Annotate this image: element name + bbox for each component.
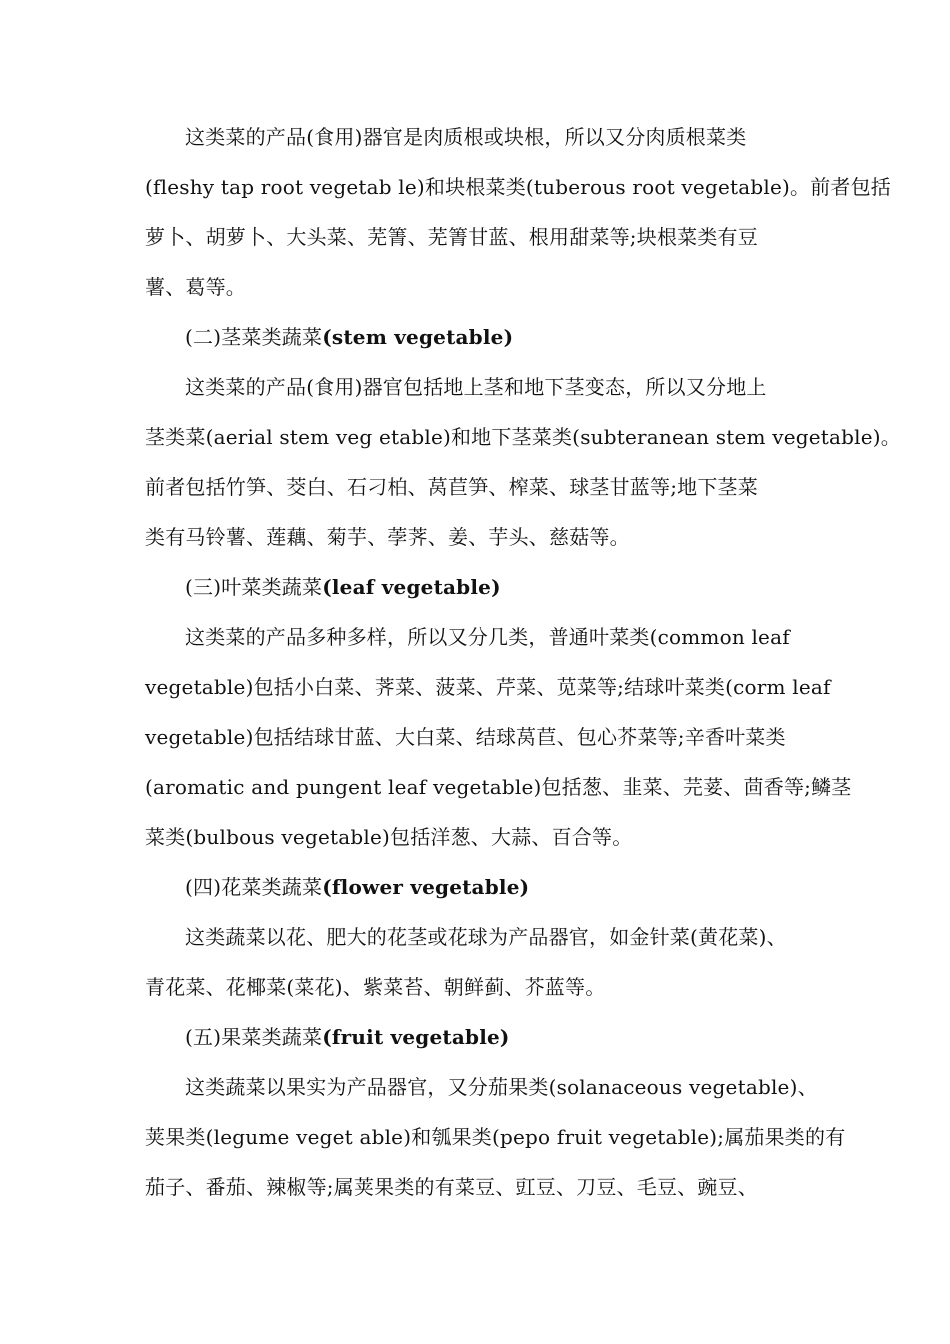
- section-heading-flower: [145, 862, 825, 912]
- body-line: 这类蔬菜以果实为产品器官，又分茄果类(solanaceous vegetable)、: [185, 1075, 818, 1099]
- section-heading-fruit: [145, 1012, 825, 1062]
- body-line: 荚果类(legume veget able)和瓠果类(pepo fruit vegetable);属茄果类的有: [145, 1125, 846, 1149]
- body-line: (fleshy tap root vegetab le)和块根菜类(tuberous root vegetable)。前者包括: [145, 175, 891, 199]
- heading-zh: (二)茎菜类蔬菜: [185, 325, 323, 349]
- heading-en: (leaf vegetable): [322, 575, 501, 599]
- heading-en: (stem vegetable): [322, 325, 514, 349]
- body-line: 青花菜、花椰菜(菜花)、紫菜苔、朝鲜蓟、芥蓝等。: [145, 975, 606, 999]
- heading-zh: (三)叶菜类蔬菜: [185, 575, 323, 599]
- body-line: 这类菜的产品(食用)器官是肉质根或块根，所以又分肉质根菜类: [185, 125, 747, 149]
- body-line: vegetable)包括小白菜、荠菜、菠菜、芹菜、苋菜等;结球叶菜类(corm leaf: [145, 675, 831, 699]
- body-line: 这类菜的产品多种多样，所以又分几类，普通叶菜类(common leaf: [185, 625, 790, 649]
- body-line: (aromatic and pungent leaf vegetable)包括葱、韭菜、芫荽、茴香等;鳞茎: [145, 775, 852, 799]
- body-line: 萝卜、胡萝卜、大头菜、芜箐、芜箐甘蓝、根用甜菜等;块根菜类有豆: [145, 225, 758, 249]
- heading-en: (fruit vegetable): [322, 1025, 510, 1049]
- body-line: 这类菜的产品(食用)器官包括地上茎和地下茎变态，所以又分地上: [185, 375, 767, 399]
- heading-zh: (四)花菜类蔬菜: [185, 875, 323, 899]
- body-line: 类有马铃薯、莲藕、菊芋、荸荠、姜、芋头、慈菇等。: [145, 525, 630, 549]
- heading-en: (flower vegetable): [322, 875, 530, 899]
- body-line: vegetable)包括结球甘蓝、大白菜、结球莴苣、包心芥菜等;辛香叶菜类: [145, 725, 786, 749]
- body-line: 菜类(bulbous vegetable)包括洋葱、大蒜、百合等。: [145, 825, 633, 849]
- body-line: 茎类菜(aerial stem veg etable)和地下茎菜类(subteranean stem vegetable)。: [145, 425, 902, 449]
- body-line: 前者包括竹笋、茭白、石刁柏、莴苣笋、榨菜、球茎甘蓝等;地下茎菜: [145, 475, 758, 499]
- body-line: 这类蔬菜以花、肥大的花茎或花球为产品器官，如金针菜(黄花菜)、: [185, 925, 787, 949]
- section-heading-leaf: [145, 562, 825, 612]
- heading-zh: (五)果菜类蔬菜: [185, 1025, 323, 1049]
- section-heading-stem: [145, 312, 825, 362]
- document-page: [145, 112, 902, 1212]
- body-line: 茄子、番茄、辣椒等;属荚果类的有菜豆、豇豆、刀豆、毛豆、豌豆、: [145, 1175, 758, 1199]
- body-line: 薯、葛等。: [145, 275, 246, 299]
